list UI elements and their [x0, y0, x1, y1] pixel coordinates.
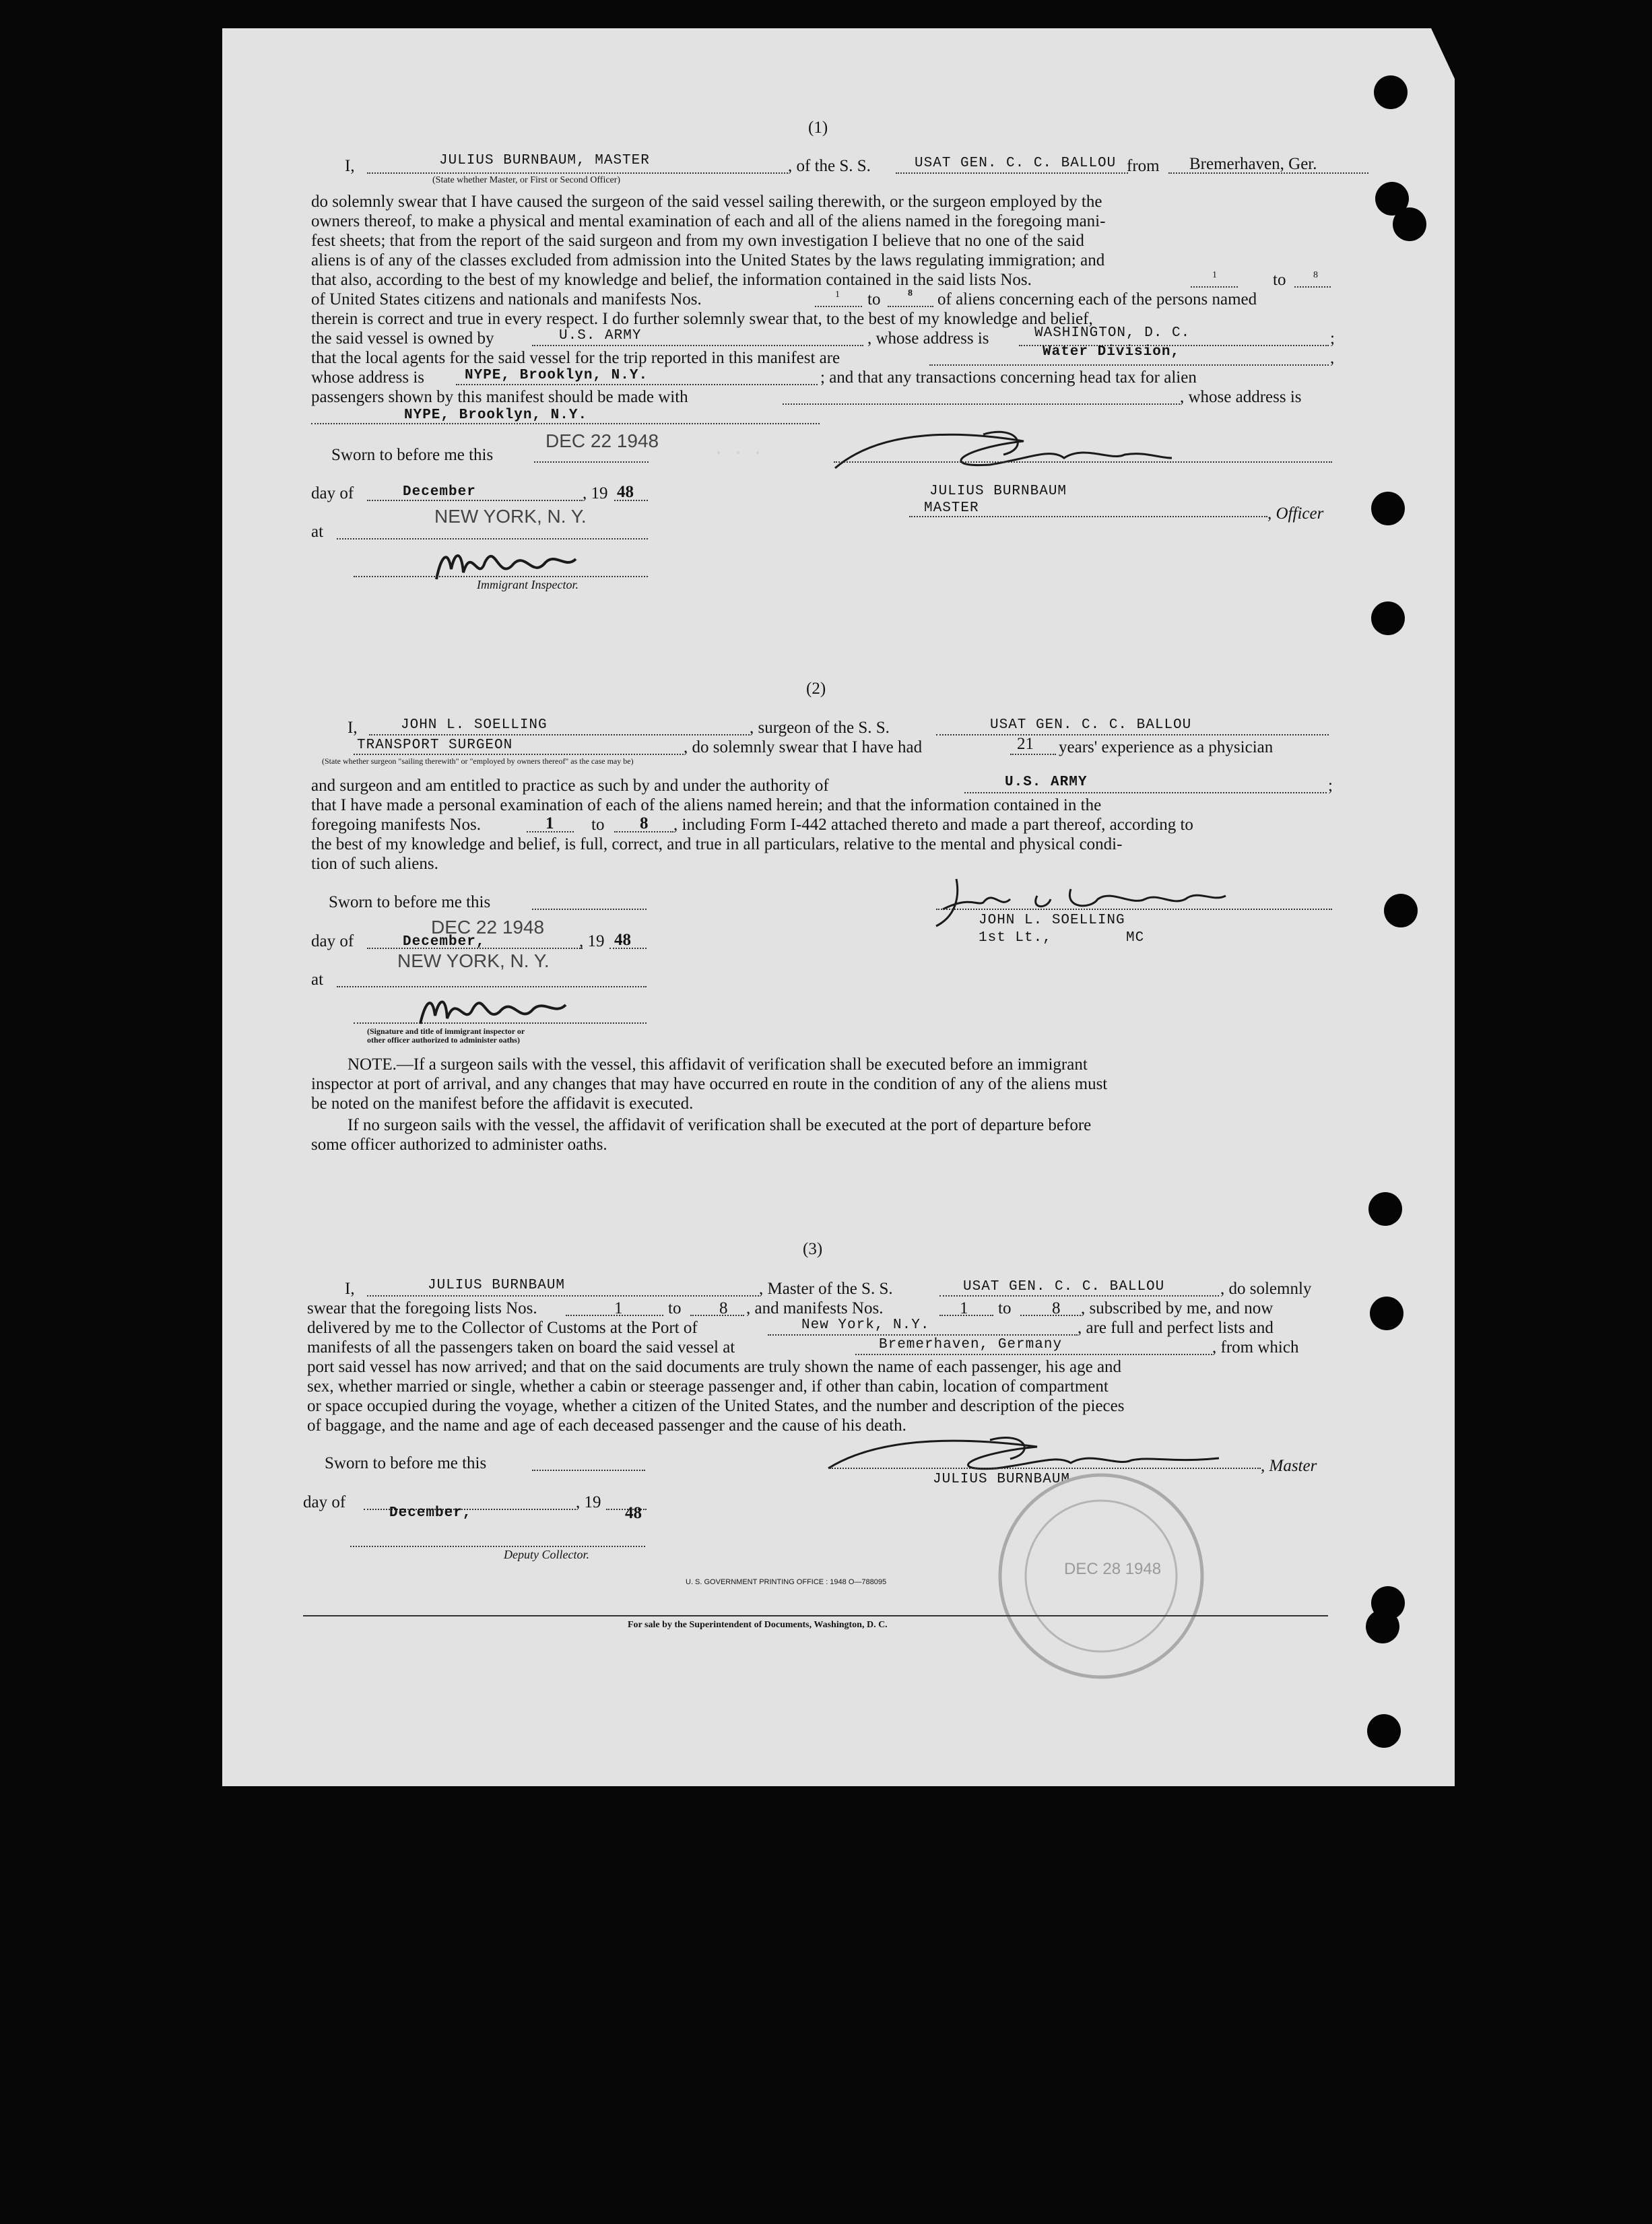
- lists-from-value: 1: [1212, 270, 1217, 280]
- surgeon-of-label: , surgeon of the S. S.: [750, 719, 890, 737]
- oath-text-line: that I have made a personal examination of each of the aliens named herein; and that the information contained in the: [311, 796, 1102, 814]
- place-stamp: NEW YORK, N. Y.: [397, 950, 550, 971]
- semicolon: ;: [1328, 777, 1333, 795]
- port-of-value: New York, N.Y.: [801, 1317, 930, 1333]
- received-stamp-date: DEC 28 1948: [1064, 1560, 1162, 1578]
- vessel-value: USAT GEN. C. C. BALLOU: [915, 156, 1117, 171]
- punch-hole: [1371, 492, 1405, 525]
- punch-hole: [1367, 1714, 1401, 1748]
- officer-line: [909, 516, 1267, 517]
- officer-label: , Officer: [1267, 504, 1324, 523]
- owner-address-label: , whose address is: [867, 329, 989, 348]
- note-line: be noted on the manifest before the affidavit is executed.: [311, 1094, 694, 1113]
- manifests-label: , and manifests Nos.: [746, 1299, 884, 1317]
- boarded-value: Bremerhaven, Germany: [879, 1337, 1063, 1352]
- to-label: to: [1273, 271, 1286, 289]
- sworn-line: [532, 1470, 645, 1471]
- manifests-to-line: [888, 306, 933, 307]
- full-lists-text: , are full and perfect lists and: [1078, 1319, 1274, 1337]
- boarded-label: manifests of all the passengers taken on board the said vessel at: [307, 1338, 735, 1356]
- at-label: at: [311, 971, 324, 989]
- surgeon-name-value: JOHN L. SOELLING: [401, 717, 548, 733]
- punch-hole: [1366, 1610, 1399, 1643]
- sworn-line: [534, 461, 649, 463]
- inspector-caption: (Signature and title of immigrant inspector or: [367, 1026, 525, 1036]
- footer-rule: [303, 1615, 1328, 1616]
- lists-from-line: [1191, 286, 1238, 288]
- note-line: [348, 1055, 1088, 1075]
- inspector-caption: other officer authorized to administer oaths): [367, 1035, 520, 1045]
- vessel-value: USAT GEN. C. C. BALLOU: [963, 1279, 1165, 1295]
- lists-to-value: 8: [719, 1299, 728, 1317]
- lists-to-line: [690, 1315, 744, 1316]
- agents-address-label: whose address is: [311, 368, 425, 387]
- lists-to-line: [1294, 286, 1331, 288]
- month-value: December,: [389, 1505, 472, 1521]
- owner-address-value: WASHINGTON, D. C.: [1034, 325, 1191, 341]
- surgeon-signature-line: [936, 909, 1332, 910]
- lists-from-value: 1: [614, 1299, 623, 1317]
- bleed-through: · · ·: [714, 445, 763, 463]
- owner-value: U.S. ARMY: [559, 328, 642, 344]
- year-value: 48: [614, 931, 631, 949]
- day-of-label: day of: [311, 932, 354, 950]
- master-name-value: JULIUS BURNBAUM: [428, 1278, 566, 1293]
- place-stamp: NEW YORK, N. Y.: [434, 506, 587, 527]
- oath-text-line: therein is correct and true in every respect. I do further solemnly swear that, to the best of my knowledge and belief,: [311, 310, 1093, 328]
- punch-hole: [1374, 75, 1408, 109]
- master-signer-name: JULIUS BURNBAUM: [929, 484, 1067, 499]
- manifests-label: foregoing manifests Nos.: [311, 816, 482, 834]
- head-tax-address-label: , whose address is: [1180, 388, 1302, 406]
- manifests-from-value: 1: [835, 290, 840, 300]
- place-line: [337, 538, 648, 539]
- at-label: at: [311, 523, 324, 541]
- oath-text-line: tion of such aliens.: [311, 855, 438, 873]
- to-label: to: [998, 1299, 1012, 1317]
- section-number: (2): [806, 680, 826, 698]
- oath-text-line: sex, whether married or single, whether a cabin or steerage passenger and, if other than cabin, location of compartment: [307, 1377, 1109, 1396]
- sworn-label: Sworn to before me this: [331, 446, 494, 464]
- master-signer-title: MASTER: [924, 500, 979, 516]
- inspector-signature: [416, 990, 578, 1031]
- surgeon-type-value: TRANSPORT SURGEON: [357, 738, 513, 753]
- punch-hole: [1370, 1297, 1403, 1330]
- oath-text-line: port said vessel has now arrived; and that on the said documents are truly shown the name of each passenger, his age and: [307, 1358, 1122, 1376]
- port-of-label: delivered by me to the Collector of Customs at the Port of: [307, 1319, 698, 1337]
- year-value: 48: [617, 483, 634, 501]
- comma: ,: [1330, 349, 1335, 367]
- punch-hole: [1368, 1192, 1402, 1226]
- master-label: , Master: [1261, 1457, 1317, 1475]
- sworn-label: Sworn to before me this: [329, 893, 491, 911]
- day-of-label: day of: [303, 1493, 346, 1511]
- collector-line: [350, 1546, 645, 1547]
- surgeon-signer-rank: 1st Lt.,: [979, 930, 1052, 946]
- printing-office-imprint: U. S. GOVERNMENT PRINTING OFFICE : 1948 O—788095: [686, 1578, 887, 1586]
- master-caption: (State whether Master, or First or Second Officer): [432, 175, 621, 185]
- manifests-from-value: 1: [546, 814, 554, 832]
- oath-text-line: owners thereof, to make a physical and mental examination of each and all of the aliens named in the foregoing mani-: [311, 212, 1106, 230]
- master-signature: [828, 421, 1179, 482]
- surgeon-signer-name: JOHN L. SOELLING: [979, 913, 1125, 928]
- manifests-to-value: 8: [640, 814, 649, 832]
- manifests-from-line: [815, 306, 862, 307]
- note-line: inspector at port of arrival, and any changes that may have occurred en route in the condition of any of the aliens must: [311, 1075, 1108, 1093]
- collector-label: Deputy Collector.: [504, 1548, 589, 1561]
- note-line: If no surgeon sails with the vessel, the affidavit of verification shall be executed at the port of departure before: [348, 1116, 1092, 1134]
- section-number: (1): [808, 119, 828, 137]
- note-text: —If a surgeon sails with the vessel, this affidavit of verification shall be executed before an immigrant: [396, 1055, 1088, 1074]
- sworn-label: Sworn to before me this: [325, 1454, 487, 1472]
- month-value: December: [403, 484, 476, 500]
- year-prefix: , 19: [576, 1493, 601, 1511]
- of-ss-label: , of the S. S.: [788, 157, 871, 175]
- oath-text-line: the best of my knowledge and belief, is full, correct, and true in all particulars, relative to the mental and physical condi-: [311, 835, 1123, 853]
- to-label: to: [867, 290, 881, 308]
- head-tax-text: ; and that any transactions concerning head tax for alien: [820, 368, 1197, 387]
- master-of-label: , Master of the S. S.: [759, 1280, 893, 1298]
- master-name-value: JULIUS BURNBAUM, MASTER: [439, 153, 650, 168]
- oath-text-line: or space occupied during the voyage, whether a citizen of the United States, and the number and description of the pieces: [307, 1397, 1125, 1415]
- oath-text-line: of baggage, and the name and age of each deceased passenger and the cause of his death.: [307, 1416, 906, 1435]
- owned-by-label: the said vessel is owned by: [311, 329, 494, 348]
- note-line: some officer authorized to administer oaths.: [311, 1136, 607, 1154]
- years-text: years' experience as a physician: [1059, 738, 1274, 756]
- note-label: NOTE.: [348, 1055, 397, 1074]
- head-tax-agent-value: NYPE, Brooklyn, N.Y.: [404, 407, 588, 423]
- agents-value: Water Division,: [1043, 344, 1181, 360]
- manifests-to-value: 8: [908, 288, 913, 298]
- to-label: to: [668, 1299, 682, 1317]
- manifests-from-value: 1: [960, 1299, 968, 1317]
- lists-label: swear that the foregoing lists Nos.: [307, 1299, 537, 1317]
- oath-text-line: that also, according to the best of my knowledge and belief, the information contained in the said lists Nos.: [311, 271, 1032, 289]
- sworn-date-stamp: DEC 22 1948: [546, 430, 659, 451]
- year-prefix: , 19: [583, 484, 608, 502]
- sworn-date-stamp: DEC 22 1948: [431, 917, 545, 938]
- master-name-line: [367, 172, 788, 174]
- from-which-text: , from which: [1212, 1338, 1299, 1356]
- port-value: Bremerhaven, Ger.: [1189, 155, 1317, 173]
- head-tax-label: passengers shown by this manifest should be made with: [311, 388, 688, 406]
- surgeon-signer-corps: MC: [1126, 930, 1145, 946]
- authority-text: and surgeon and am entitled to practice as such by and under the authority of: [311, 777, 829, 795]
- authority-value: U.S. ARMY: [1005, 775, 1088, 790]
- master-signer-name: JULIUS BURNBAUM: [933, 1472, 1071, 1487]
- of-aliens-text: of aliens concerning each of the persons named: [937, 290, 1257, 308]
- semicolon: ;: [1330, 329, 1335, 348]
- oath-text-line: aliens is of any of the classes excluded from admission into the United States by the laws regulating immigration; and: [311, 251, 1105, 269]
- oath-text-line: fest sheets; that from the report of the said surgeon and from my own investigation I believe that no one of the said: [311, 232, 1084, 250]
- sworn-line: [532, 909, 647, 910]
- vessel-value: USAT GEN. C. C. BALLOU: [990, 717, 1192, 733]
- day-of-label: day of: [311, 484, 354, 502]
- subscribed-text: , subscribed by me, and now: [1081, 1299, 1274, 1317]
- affiant-prefix: I,: [345, 157, 355, 175]
- lists-to-value: 8: [1313, 270, 1318, 280]
- section-number: (3): [803, 1240, 823, 1258]
- for-sale-note: For sale by the Superintendent of Documents, Washington, D. C.: [628, 1620, 888, 1630]
- oath-text-line: of United States citizens and nationals and manifests Nos.: [311, 290, 702, 308]
- punch-hole: [1393, 207, 1426, 241]
- inspector-label: Immigrant Inspector.: [477, 578, 579, 591]
- agents-label: that the local agents for the said vessel for the trip reported in this manifest are: [311, 349, 840, 367]
- affiant-prefix: I,: [345, 1280, 355, 1298]
- form-text: , including Form I-442 attached thereto and made a part thereof, according to: [673, 816, 1193, 834]
- agents-line: [929, 364, 1329, 366]
- solemnly-text: , do solemnly: [1220, 1280, 1312, 1298]
- year-prefix: , 19: [579, 932, 605, 950]
- surgeon-caption: (State whether surgeon "sailing therewith" or "employed by owners thereof" as the case may be): [322, 756, 634, 766]
- inspector-line: [354, 1022, 647, 1024]
- month-value: December,: [403, 934, 486, 950]
- master-signature-line: [834, 461, 1332, 463]
- from-label: from: [1127, 157, 1160, 175]
- manifests-to-line: [1020, 1315, 1081, 1316]
- years-value: 21: [1017, 735, 1034, 753]
- affiant-prefix: I,: [348, 719, 358, 737]
- agents-address-value: NYPE, Brooklyn, N.Y.: [465, 368, 649, 383]
- punch-hole: [1371, 601, 1405, 635]
- inspector-line: [354, 576, 648, 577]
- head-tax-line: [783, 403, 1180, 405]
- year-value: 48: [625, 1504, 642, 1522]
- head-tax-address-line: [311, 423, 820, 424]
- manifests-to-value: 8: [1052, 1299, 1061, 1317]
- to-label: to: [591, 816, 605, 834]
- place-line: [337, 986, 647, 987]
- punch-hole: [1384, 894, 1418, 927]
- swear-text: , do solemnly swear that I have had: [684, 738, 923, 756]
- oath-text-line: do solemnly swear that I have caused the surgeon of the said vessel sailing therewith, or the surgeon employed by the: [311, 193, 1102, 211]
